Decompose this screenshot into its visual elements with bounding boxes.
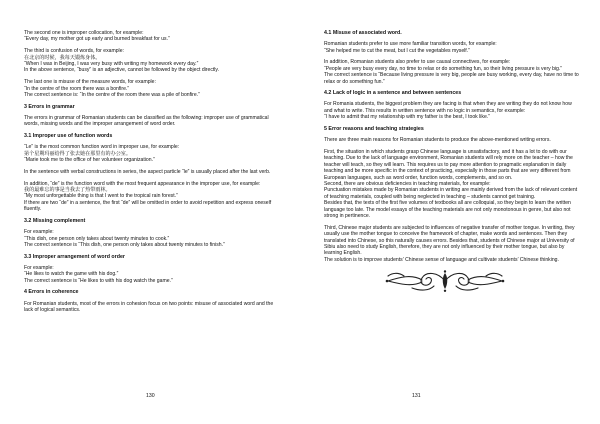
text-line: 我的最难忘的事是当我去了热带雨林。 bbox=[24, 187, 111, 194]
paragraph-de-example bbox=[24, 181, 282, 213]
heading-word-order: 3.3 Improper arrangement of word order bbox=[24, 253, 125, 260]
paragraph-complement-example bbox=[24, 229, 282, 248]
text-line: Punctuation mistakes made by Romanian students in writing are mainly derived from the lack of relevant content of teaching materials, coupled with being neglected in teaching – students cannot get training. bbox=[324, 187, 578, 200]
heading-errors-coherence: 4 Errors in coherence bbox=[24, 289, 79, 296]
text-line: In the above sentence, “busy” is an adjective, cannot be followed by the object directly. bbox=[24, 67, 219, 74]
text-line: Besides that, the texts of the first five volumes of textbooks all are colloquial, so they begin to learn the written language too late. The model essays of the teaching materials are not only monotonous in genre, but also not strong in pertinence. bbox=[324, 200, 571, 219]
text-line: The correct sentence is “He likes to with his dog watch the game.” bbox=[24, 277, 173, 284]
heading-lack-of-logic: 4.2 Lack of logic in a sentence and between sentences bbox=[324, 90, 462, 97]
paragraph-word-order-example bbox=[24, 265, 282, 284]
paragraph-transition-words bbox=[324, 41, 580, 54]
text-line: In the sentence with verbal constructions in series, the aspect particle “le” is usually placed after the last verb. bbox=[24, 168, 271, 175]
paragraph-logic-example bbox=[324, 101, 580, 120]
text-line: 在北京的时候，我每天锻炼身体。 bbox=[24, 54, 101, 61]
text-line: There are three main reasons for Romanian students to produce the above-mentioned writing errors. bbox=[324, 137, 551, 144]
paragraph-measure-words bbox=[24, 79, 282, 98]
text-line: Third, Chinese major students are subjected to influences of negative transfer of mother tongue. In writing, they usually use the mother tongue to conceive the framework of chapter, make words and sentences. Then they translated into Chinese, so this naturally causes errors. Besides that, students of Chinese major at University of Sibiu also need to study English, therefore, they are not only influenced by their mother tongue, but also by learning English. bbox=[324, 224, 575, 257]
paragraph-le-example bbox=[24, 144, 282, 163]
text-line: The errors in grammar of Romanian students can be classified as the following: improper use of grammatical words, missing words and the improper arrangement of word order. bbox=[24, 114, 269, 128]
paragraph-grammar-intro bbox=[24, 115, 282, 128]
page-number: 130 bbox=[146, 393, 155, 399]
right-page bbox=[300, 0, 600, 424]
text-line: The solution is to improve students’ Chinese sense of language and cultivate students’ Chinese thinking. bbox=[324, 256, 559, 263]
heading-missing-complement: 3.2 Missing complement bbox=[24, 218, 86, 225]
text-line: For Romania students, the biggest problem they are facing is that when they are writing they do not know how and what to write. This results in written sentence with no logic in semantics, for example: bbox=[324, 101, 572, 114]
text-line: The correct sentence is: “In the centre of the room there was a pile of bonfire.” bbox=[24, 92, 200, 99]
text-line: “Every day, my mother got up early and burned breakfast for us.” bbox=[24, 36, 170, 43]
text-line: The second one is improper collocation, for example: bbox=[24, 30, 144, 36]
page-number: 131 bbox=[412, 393, 421, 399]
text-line: “This dish, one person only takes about twenty minutes to cook.” bbox=[24, 235, 170, 242]
ornament-flourish-icon bbox=[382, 269, 508, 293]
paragraph-third-reason bbox=[324, 225, 580, 263]
text-line: “She helped me to cut the meat, but I cut the vegetables myself.” bbox=[324, 47, 470, 54]
text-line: “My most unforgettable thing is that I went to the tropical rain forest.” bbox=[24, 193, 178, 200]
heading-function-words: 3.1 Improper use of function words bbox=[24, 133, 113, 140]
text-line: For example: bbox=[24, 264, 54, 271]
paragraph-first-second-reasons bbox=[324, 149, 580, 219]
paragraph-three-reasons bbox=[324, 137, 580, 143]
paragraph-causal-connectives bbox=[324, 59, 580, 85]
text-line: “When I was in Beijing, I was very busy with writing my homework every day.” bbox=[24, 61, 199, 68]
paragraph-collocation bbox=[24, 30, 282, 43]
text-line: First, the situation in which students grasp Chinese language is unsatisfactory, and it has a lot to do with our teaching. Due to the lack of language environment, Romanian students will rely more on the teacher – how the teacher will teach, so they will learn. This requires us to pay more attention to pragmatic explanation in daily teaching and be more specific in the context of practicing, especially in those parts that are very different from European languages, such as word order, function words, complements, and so on. bbox=[324, 148, 573, 181]
text-line: The last one is misuse of the measure words, for example: bbox=[24, 79, 156, 86]
paragraph-coherence bbox=[24, 301, 282, 314]
heading-misuse-associated-word: 4.1 Misuse of associated word. bbox=[324, 30, 402, 36]
text-line: For Romanian students, most of the errors in cohesion focus on two points: misuse of associated word and the lack of logical semantics. bbox=[24, 300, 274, 313]
text-line: In addition, “de” is the function word with the most frequent appearance in the improper use, for example: bbox=[24, 180, 261, 187]
text-line: “I have to admit that my relationship with my father is the best, I took like.” bbox=[324, 114, 490, 121]
heading-error-reasons: 5 Error reasons and teaching strategies bbox=[324, 126, 424, 133]
text-line: In addition, Romanian students also prefer to use causal connectives, for example: bbox=[324, 59, 511, 66]
text-line: “He likes to watch the game with his dog.” bbox=[24, 271, 119, 278]
text-line: Romanian students prefer to use more familiar transition words, for example: bbox=[324, 41, 497, 48]
text-line: The third is confusion of words, for example: bbox=[24, 48, 124, 55]
text-line: If there are two “de” in a sentence, the first “de” will be omitted in order to avoid repetition and express oneself fluently. bbox=[24, 199, 272, 213]
heading-errors-grammar: 3 Errors in grammar bbox=[24, 103, 75, 110]
text-line: For example: bbox=[24, 229, 54, 236]
text-line: “Le” is the most common function word in improper use, for example: bbox=[24, 144, 180, 151]
paragraph-verbal-constructions bbox=[24, 169, 282, 175]
text-line: The correct sentence is “Because living pressure is very big, people are busy working, every day, have no time to relax or do something fun.” bbox=[324, 72, 579, 85]
paragraph-confusion bbox=[24, 48, 282, 74]
text-line: “In the centre of the room there was a bonfire.” bbox=[24, 85, 130, 92]
text-line: The correct sentence is “This dish, one person only takes about twenty minutes to finish.” bbox=[24, 241, 225, 248]
text-line: “Marie took me to the office of her volunteer organization.” bbox=[24, 157, 155, 164]
text-line: 第个星期玛丽给得了张去她在那里有的办公室。 bbox=[24, 150, 131, 157]
text-line: Second, there are obvious deficiencies in teaching materials, for example: bbox=[324, 180, 491, 187]
text-line: “People are very busy every day, no time to relax or do something fun, so their living pressure is very big.” bbox=[324, 65, 563, 72]
